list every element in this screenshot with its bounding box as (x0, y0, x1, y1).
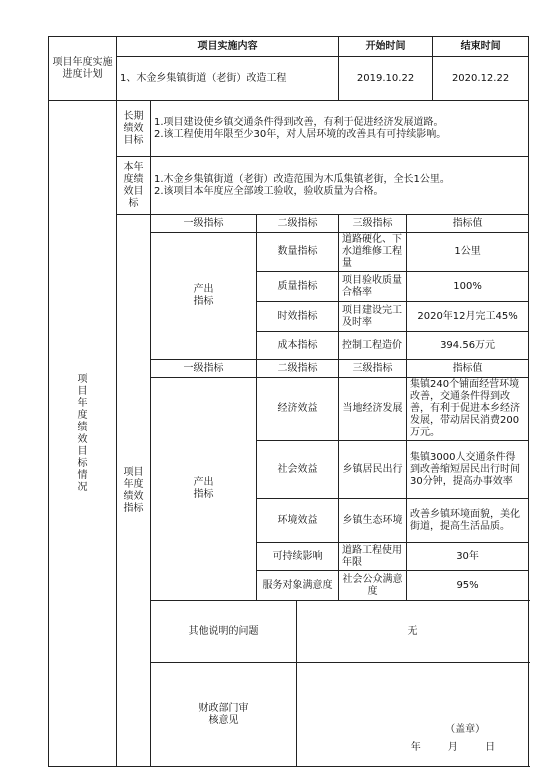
output-value: 1公里 (407, 233, 529, 272)
header-level3: 三级指标 (339, 360, 407, 378)
plan-label: 项目年度实施进度计划 (49, 37, 117, 101)
output-level3: 项目建设完工及时率 (339, 302, 407, 332)
long-term-goal: 1.项目建设使乡镇交通条件得到改善，有利于促进经济发展道路。 (154, 116, 444, 128)
finance-label: 财政部门审核意见 (151, 663, 297, 767)
plan-header-content: 项目实施内容 (117, 37, 339, 57)
plan-content: 1、木金乡集镇街道（老街）改造工程 (117, 57, 339, 101)
long-term-goal: 2.该工程使用年限至少30年，对人居环境的改善具有可持续影响。 (154, 128, 447, 140)
output-level2: 成本指标 (257, 332, 339, 360)
output-level1: 产出指标 (151, 233, 257, 360)
header-level2: 二级指标 (257, 215, 339, 233)
finance-opinion (297, 663, 529, 767)
output-value: 394.56万元 (407, 332, 529, 360)
outcome-value: 30年 (407, 543, 529, 571)
annual-goal: 2.该项目本年度应全部竣工验收，验收质量为合格。 (154, 185, 384, 197)
output-value: 2020年12月完工45% (407, 302, 529, 332)
other-label: 其他说明的问题 (151, 601, 297, 663)
indicators-label: 项目年度绩效指标 (117, 215, 151, 767)
outcome-value: 95% (407, 571, 529, 601)
plan-end: 2020.12.22 (433, 57, 529, 101)
output-level3: 项目验收质量合格率 (339, 272, 407, 302)
header-value: 指标值 (407, 215, 529, 233)
outcome-level2: 可持续影响 (257, 543, 339, 571)
outcome-level3: 当地经济发展 (339, 378, 407, 441)
annual-goal: 1.木金乡集镇街道（老街）改造范围为木瓜集镇老街，全长1公里。 (154, 173, 450, 185)
output-level2: 时效指标 (257, 302, 339, 332)
output-level2: 数量指标 (257, 233, 339, 272)
outcome-level2: 环境效益 (257, 499, 339, 543)
header-level1: 一级指标 (151, 360, 257, 378)
year-label: 年 (410, 742, 421, 753)
performance-table (48, 36, 529, 767)
header-level2: 二级指标 (257, 360, 339, 378)
day-label: 日 (485, 742, 496, 753)
plan-header-start: 开始时间 (339, 37, 433, 57)
outcome-value: 集镇240个铺面经营环境改善，交通条件得到改善，有利于促进本乡经济发展，带动居民消费200万元。 (407, 378, 529, 441)
outcome-level2: 经济效益 (257, 378, 339, 441)
annual-label: 本年度绩效目标 (117, 157, 151, 215)
outcome-level1: 产出指标 (151, 378, 257, 601)
header-level1: 一级指标 (151, 215, 257, 233)
annual-goals (151, 157, 529, 215)
outcome-level3: 乡镇生态环境 (339, 499, 407, 543)
goals-label: 项目年度绩效目标情况 (49, 101, 117, 767)
header-level3: 三级指标 (339, 215, 407, 233)
outcome-level3: 道路工程使用年限 (339, 543, 407, 571)
plan-header-end: 结束时间 (433, 37, 529, 57)
output-level3: 道路硬化、下水道维修工程量 (339, 233, 407, 272)
long-term-label: 长期绩效目标 (117, 101, 151, 157)
seal-text: （盖章） (445, 724, 486, 735)
outcome-value: 改善乡镇环境面貌，美化街道，提高生活品质。 (407, 499, 529, 543)
month-label: 月 (447, 742, 458, 753)
outcome-level3: 乡镇居民出行 (339, 441, 407, 499)
outcome-level2: 服务对象满意度 (257, 571, 339, 601)
plan-start: 2019.10.22 (339, 57, 433, 101)
header-value: 指标值 (407, 360, 529, 378)
outcome-level3: 社会公众满意度 (339, 571, 407, 601)
outcome-level2: 社会效益 (257, 441, 339, 499)
date-line (300, 742, 525, 754)
other-value: 无 (297, 601, 529, 663)
output-value: 100% (407, 272, 529, 302)
outcome-value: 集镇3000人交通条件得到改善缩短居民出行时间30分钟，提高办事效率 (407, 441, 529, 499)
output-level2: 质量指标 (257, 272, 339, 302)
long-term-goals (151, 101, 529, 157)
output-level3: 控制工程造价 (339, 332, 407, 360)
